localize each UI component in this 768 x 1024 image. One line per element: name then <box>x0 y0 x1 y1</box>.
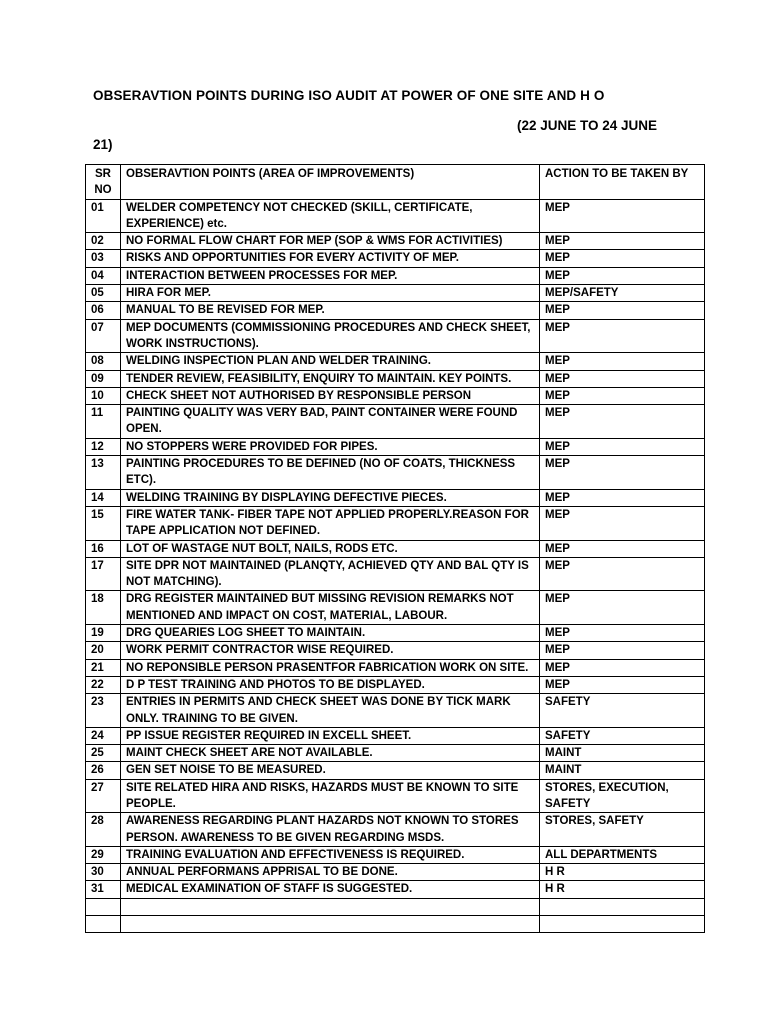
table-row <box>86 405 705 439</box>
cell-action-by: MEP <box>540 233 705 250</box>
cell-sr-no: 15 <box>86 506 121 540</box>
header-observation-points: OBSERAVTION POINTS (AREA OF IMPROVEMENTS) <box>121 165 540 200</box>
cell-observation-point: PAINTING PROCEDURES TO BE DEFINED (NO OF COATS, THICKNESS ETC). <box>121 456 540 490</box>
cell-sr-no: 24 <box>86 727 121 744</box>
cell-action-by: MEP <box>540 405 705 439</box>
cell-sr-no: 20 <box>86 642 121 659</box>
cell-action-by: MEP <box>540 591 705 625</box>
table-row <box>86 591 705 625</box>
document-title: OBSERAVTION POINTS DURING ISO AUDIT AT POWER OF ONE SITE AND H O <box>93 88 605 103</box>
cell-observation-point: CHECK SHEET NOT AUTHORISED BY RESPONSIBLE PERSON <box>121 387 540 404</box>
cell-observation-point: LOT OF WASTAGE NUT BOLT, NAILS, RODS ETC. <box>121 540 540 557</box>
table-row <box>86 319 705 353</box>
cell-action-by: SAFETY <box>540 727 705 744</box>
cell-observation-point: WORK PERMIT CONTRACTOR WISE REQUIRED. <box>121 642 540 659</box>
cell-sr-no: 19 <box>86 625 121 642</box>
header-sr-no: SR NO <box>86 165 121 200</box>
cell-sr-no: 09 <box>86 370 121 387</box>
cell-observation-point: WELDING TRAINING BY DISPLAYING DEFECTIVE PIECES. <box>121 489 540 506</box>
cell-action-by: H R <box>540 881 705 898</box>
cell-action-by: MEP <box>540 625 705 642</box>
table-body <box>86 199 705 932</box>
cell-observation-point: TENDER REVIEW, FEASIBILITY, ENQUIRY TO MAINTAIN. KEY POINTS. <box>121 370 540 387</box>
cell-action-by: MEP <box>540 319 705 353</box>
cell-observation-point: GEN SET NOISE TO BE MEASURED. <box>121 762 540 779</box>
cell-observation-point: NO REPONSIBLE PERSON PRASENTFOR FABRICATION WORK ON SITE. <box>121 659 540 676</box>
cell-action-by: MEP <box>540 540 705 557</box>
cell-observation-point: RISKS AND OPPORTUNITIES FOR EVERY ACTIVITY OF MEP. <box>121 250 540 267</box>
cell-observation-point: MEP DOCUMENTS (COMMISSIONING PROCEDURES AND CHECK SHEET, WORK INSTRUCTIONS). <box>121 319 540 353</box>
cell-sr-no: 18 <box>86 591 121 625</box>
cell-action-by: MEP <box>540 353 705 370</box>
table-row <box>86 694 705 728</box>
cell-sr-no: 13 <box>86 456 121 490</box>
table-row <box>86 267 705 284</box>
cell-action-by: MEP <box>540 659 705 676</box>
cell-sr-no: 03 <box>86 250 121 267</box>
cell-action-by: MEP <box>540 267 705 284</box>
cell-action-by: MAINT <box>540 762 705 779</box>
empty-cell <box>86 915 121 932</box>
empty-cell <box>540 915 705 932</box>
cell-sr-no: 26 <box>86 762 121 779</box>
empty-cell <box>86 898 121 915</box>
table-row <box>86 387 705 404</box>
cell-action-by: MEP <box>540 456 705 490</box>
cell-action-by: MEP <box>540 506 705 540</box>
table-header-row <box>86 165 705 200</box>
observation-table <box>85 164 705 933</box>
table-row <box>86 438 705 455</box>
cell-sr-no: 02 <box>86 233 121 250</box>
cell-sr-no: 07 <box>86 319 121 353</box>
table-row <box>86 370 705 387</box>
table-row <box>86 456 705 490</box>
table-row <box>86 302 705 319</box>
cell-observation-point: D P TEST TRAINING AND PHOTOS TO BE DISPLAYED. <box>121 676 540 693</box>
cell-action-by: MEP <box>540 676 705 693</box>
date-range-line1: (22 JUNE TO 24 JUNE <box>517 118 658 133</box>
table-row <box>86 659 705 676</box>
cell-observation-point: MAINT CHECK SHEET ARE NOT AVAILABLE. <box>121 745 540 762</box>
cell-action-by: MEP <box>540 438 705 455</box>
empty-cell <box>121 898 540 915</box>
cell-action-by: STORES, EXECUTION, SAFETY <box>540 779 705 813</box>
table-row <box>86 864 705 881</box>
cell-observation-point: MANUAL TO BE REVISED FOR MEP. <box>121 302 540 319</box>
cell-action-by: SAFETY <box>540 694 705 728</box>
cell-observation-point: AWARENESS REGARDING PLANT HAZARDS NOT KNOWN TO STORES PERSON. AWARENESS TO BE GIVEN REGARDING MSDS. <box>121 813 540 847</box>
cell-sr-no: 31 <box>86 881 121 898</box>
cell-observation-point: SITE DPR NOT MAINTAINED (PLANQTY, ACHIEVED QTY AND BAL QTY IS NOT MATCHING). <box>121 557 540 591</box>
cell-action-by: MEP <box>540 302 705 319</box>
cell-observation-point: WELDER COMPETENCY NOT CHECKED (SKILL, CERTIFICATE, EXPERIENCE) etc. <box>121 199 540 233</box>
table-row <box>86 233 705 250</box>
cell-sr-no: 27 <box>86 779 121 813</box>
cell-observation-point: FIRE WATER TANK- FIBER TAPE NOT APPLIED PROPERLY.REASON FOR TAPE APPLICATION NOT DEFINED. <box>121 506 540 540</box>
cell-sr-no: 04 <box>86 267 121 284</box>
cell-sr-no: 29 <box>86 846 121 863</box>
table-row <box>86 199 705 233</box>
cell-action-by: MEP <box>540 557 705 591</box>
table-row <box>86 676 705 693</box>
cell-action-by: MEP <box>540 199 705 233</box>
table-row <box>86 625 705 642</box>
cell-observation-point: TRAINING EVALUATION AND EFFECTIVENESS IS REQUIRED. <box>121 846 540 863</box>
cell-action-by: H R <box>540 864 705 881</box>
table-row <box>86 557 705 591</box>
cell-observation-point: DRG QUEARIES LOG SHEET TO MAINTAIN. <box>121 625 540 642</box>
cell-sr-no: 30 <box>86 864 121 881</box>
cell-sr-no: 21 <box>86 659 121 676</box>
cell-observation-point: ANNUAL PERFORMANS APPRISAL TO BE DONE. <box>121 864 540 881</box>
cell-sr-no: 14 <box>86 489 121 506</box>
empty-cell <box>540 898 705 915</box>
cell-action-by: MEP <box>540 642 705 659</box>
table-row <box>86 285 705 302</box>
cell-sr-no: 08 <box>86 353 121 370</box>
cell-action-by: STORES, SAFETY <box>540 813 705 847</box>
cell-observation-point: PAINTING QUALITY WAS VERY BAD, PAINT CONTAINER WERE FOUND OPEN. <box>121 405 540 439</box>
table-row <box>86 540 705 557</box>
table-row <box>86 642 705 659</box>
cell-action-by: MAINT <box>540 745 705 762</box>
cell-observation-point: NO FORMAL FLOW CHART FOR MEP (SOP & WMS FOR ACTIVITIES) <box>121 233 540 250</box>
empty-table-row <box>86 898 705 915</box>
cell-sr-no: 01 <box>86 199 121 233</box>
table-row <box>86 881 705 898</box>
cell-observation-point: HIRA FOR MEP. <box>121 285 540 302</box>
cell-observation-point: MEDICAL EXAMINATION OF STAFF IS SUGGESTED. <box>121 881 540 898</box>
cell-sr-no: 25 <box>86 745 121 762</box>
cell-sr-no: 16 <box>86 540 121 557</box>
cell-action-by: MEP <box>540 387 705 404</box>
cell-sr-no: 11 <box>86 405 121 439</box>
cell-action-by: MEP/SAFETY <box>540 285 705 302</box>
table-row <box>86 813 705 847</box>
cell-observation-point: ENTRIES IN PERMITS AND CHECK SHEET WAS DONE BY TICK MARK ONLY. TRAINING TO BE GIVEN. <box>121 694 540 728</box>
cell-sr-no: 05 <box>86 285 121 302</box>
cell-observation-point: PP ISSUE REGISTER REQUIRED IN EXCELL SHEET. <box>121 727 540 744</box>
cell-action-by: ALL DEPARTMENTS <box>540 846 705 863</box>
cell-sr-no: 06 <box>86 302 121 319</box>
cell-observation-point: NO STOPPERS WERE PROVIDED FOR PIPES. <box>121 438 540 455</box>
cell-observation-point: INTERACTION BETWEEN PROCESSES FOR MEP. <box>121 267 540 284</box>
table-row <box>86 250 705 267</box>
cell-sr-no: 10 <box>86 387 121 404</box>
cell-observation-point: DRG REGISTER MAINTAINED BUT MISSING REVISION REMARKS NOT MENTIONED AND IMPACT ON COST, MATERIAL, LABOUR. <box>121 591 540 625</box>
table-row <box>86 506 705 540</box>
cell-sr-no: 23 <box>86 694 121 728</box>
cell-sr-no: 17 <box>86 557 121 591</box>
cell-sr-no: 22 <box>86 676 121 693</box>
table-row <box>86 779 705 813</box>
empty-cell <box>121 915 540 932</box>
cell-action-by: MEP <box>540 250 705 267</box>
cell-observation-point: WELDING INSPECTION PLAN AND WELDER TRAINING. <box>121 353 540 370</box>
empty-table-row <box>86 915 705 932</box>
date-range-line2: 21) <box>93 137 113 152</box>
cell-action-by: MEP <box>540 489 705 506</box>
table-row <box>86 727 705 744</box>
table-row <box>86 846 705 863</box>
header-action-by: ACTION TO BE TAKEN BY <box>540 165 705 200</box>
table-row <box>86 745 705 762</box>
table-row <box>86 353 705 370</box>
cell-sr-no: 28 <box>86 813 121 847</box>
cell-observation-point: SITE RELATED HIRA AND RISKS, HAZARDS MUST BE KNOWN TO SITE PEOPLE. <box>121 779 540 813</box>
cell-action-by: MEP <box>540 370 705 387</box>
table-row <box>86 489 705 506</box>
cell-sr-no: 12 <box>86 438 121 455</box>
table-row <box>86 762 705 779</box>
